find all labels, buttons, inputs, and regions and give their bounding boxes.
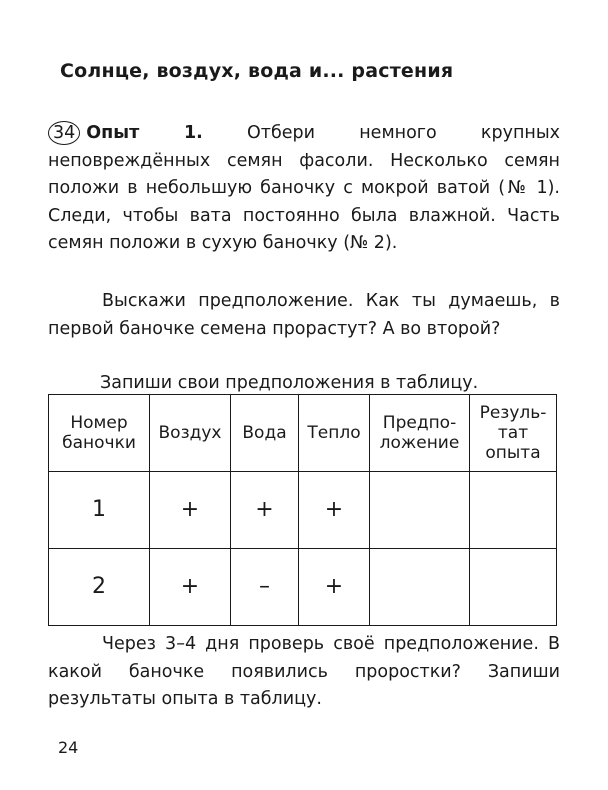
cell-air: + [150,549,231,626]
cell-warmth: + [299,472,370,549]
header-hypothesis: Предпо-ложение [370,395,470,472]
cell-result [470,472,557,549]
cell-result [470,549,557,626]
hypothesis-prompt: Выскажи предположение. Как ты думаешь, в первой баночке семена прорастут? А во второй? [48,291,560,339]
cell-water: – [231,549,299,626]
table-row [49,549,557,626]
header-water: Вода [231,395,299,472]
experiment-title: Опыт 1. [86,123,203,143]
followup-instructions: Через 3–4 дня проверь своё предположение. В какой баночке появились проростки? Запиши результаты опыта в таблицу. [48,634,560,709]
header-result: Резуль-тат опыта [470,395,557,472]
cell-hypothesis [370,549,470,626]
cell-air: + [150,472,231,549]
experiment-instructions [48,120,560,258]
section-heading: Солнце, воздух, вода и... растения [60,60,454,82]
header-air: Воздух [150,395,231,472]
table-header-row [49,395,557,472]
cell-jar-number: 1 [49,472,150,549]
cell-warmth: + [299,549,370,626]
page-number: 24 [58,738,79,757]
task-number-badge: 34 [48,121,80,145]
table-instruction: Запиши свои предположения в таблицу. [100,373,479,393]
header-jar-number: Номер баночки [49,395,150,472]
experiment-table [48,394,557,626]
cell-water: + [231,472,299,549]
table-row [49,472,557,549]
experiment-text: Отбери немного крупных неповреждённых семян фасоли. Несколько семян положи в небольшую баночку с мокрой ватой (№ 1). Следи, чтобы вата постоянно была влажной. Часть семян положи в сухую баночку (№ 2). [48,123,561,253]
cell-hypothesis [370,472,470,549]
cell-jar-number: 2 [49,549,150,626]
header-warmth: Тепло [299,395,370,472]
